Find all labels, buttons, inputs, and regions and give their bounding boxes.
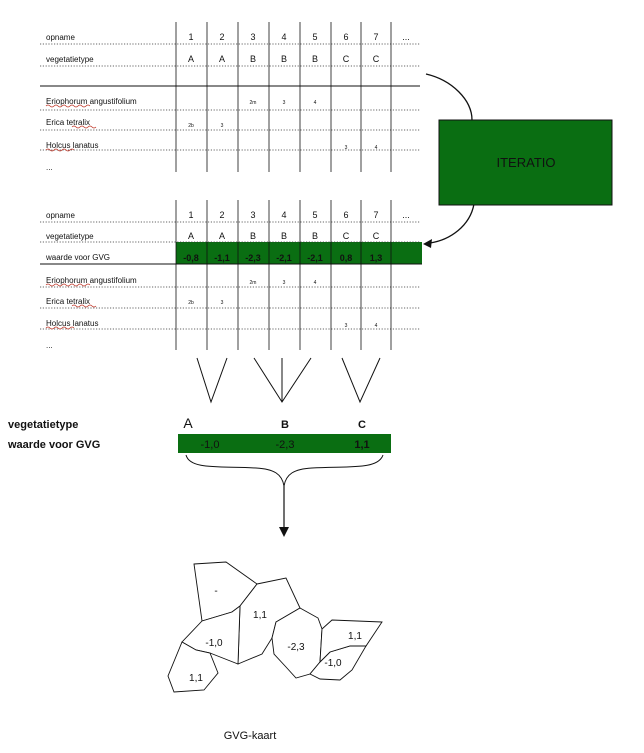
t1-label-opname: opname — [46, 33, 75, 42]
t2-type-1: A — [187, 231, 195, 241]
t2-cover-eriophorum-3: 2m — [249, 280, 257, 286]
t2-cover-erica-1: 2b — [188, 300, 194, 306]
t1-label-vegetatietype: vegetatietype — [46, 55, 94, 64]
t1-type-3: B — [249, 54, 257, 64]
map-label-2: 1,1 — [253, 610, 267, 621]
t2-gvg-3: -2,3 — [245, 253, 261, 263]
t2-col-1: 1 — [188, 210, 194, 220]
t2-col-6: 6 — [343, 210, 349, 220]
map-label-3: -1,0 — [205, 638, 223, 649]
t1-type-5: B — [311, 54, 319, 64]
map-label-1: - — [214, 586, 218, 597]
t1-col-5: 5 — [312, 32, 318, 42]
t2-gvg-5: -2,1 — [307, 253, 323, 263]
t1-cover-erica-2: 3 — [220, 123, 224, 129]
t2-gvg-4: -2,1 — [276, 253, 292, 263]
t2-col-3: 3 — [250, 210, 256, 220]
table-2 — [40, 200, 422, 350]
map-label-7: 1,1 — [189, 673, 203, 684]
t2-col-2: 2 — [219, 210, 225, 220]
t2-label-eriophorum: Eriophorum angustifolium — [46, 276, 137, 285]
t2-gvg-2: -1,1 — [214, 253, 230, 263]
t1-col-more: ... — [402, 32, 410, 42]
t1-cover-erica-1: 2b — [188, 123, 194, 129]
summary-brace — [186, 455, 383, 486]
t2-cover-holcus-6: 3 — [344, 323, 348, 329]
t1-type-4: B — [280, 54, 288, 64]
map-label-6: -1,0 — [324, 658, 342, 669]
t1-label-erica: Erica tetralix — [46, 118, 91, 127]
t2-gvg-7: 1,3 — [369, 253, 383, 263]
t2-label-vegetatietype: vegetatietype — [46, 232, 94, 241]
summary-type-a: A — [183, 415, 193, 431]
t1-type-2: A — [218, 54, 226, 64]
t2-type-4: B — [280, 231, 288, 241]
t1-col-2: 2 — [219, 32, 225, 42]
t2-type-5: B — [311, 231, 319, 241]
summary-value-label: waarde voor GVG — [8, 439, 101, 451]
t2-label-erica: Erica tetralix — [46, 297, 91, 306]
t2-label-more: ... — [46, 341, 53, 350]
t1-cover-eriophorum-4: 3 — [282, 100, 286, 106]
t1-cover-holcus-7: 4 — [374, 145, 378, 151]
funnel-c — [342, 358, 380, 402]
t2-col-5: 5 — [312, 210, 318, 220]
t2-gvg-6: 0,8 — [339, 253, 353, 263]
t2-cover-eriophorum-5: 4 — [313, 280, 317, 286]
t1-label-holcus: Holcus lanatus — [46, 141, 99, 150]
t1-col-6: 6 — [343, 32, 349, 42]
t2-cover-eriophorum-4: 3 — [282, 280, 286, 286]
summary-type-label: vegetatietype — [8, 419, 79, 431]
map-arrowhead — [279, 527, 289, 537]
funnel-a — [197, 358, 227, 402]
t1-cover-eriophorum-3: 2m — [249, 100, 257, 106]
t1-col-3: 3 — [250, 32, 256, 42]
t2-gvg-row-fill — [176, 242, 422, 264]
t2-cover-erica-2: 3 — [220, 300, 224, 306]
t1-col-4: 4 — [281, 32, 287, 42]
t1-col-7: 7 — [373, 32, 379, 42]
t2-col-more: ... — [402, 210, 410, 220]
t1-label-more: ... — [46, 163, 53, 172]
iteration-arrow-out — [430, 204, 474, 243]
summary-value-a: -1,0 — [200, 439, 220, 451]
map-caption: GVG-kaart — [223, 730, 277, 742]
t1-col-1: 1 — [188, 32, 194, 42]
t1-type-7: C — [372, 54, 380, 64]
t2-col-4: 4 — [281, 210, 287, 220]
summary-value-b: -2,3 — [275, 439, 295, 451]
t1-type-1: A — [187, 54, 195, 64]
t1-label-eriophorum: Eriophorum angustifolium — [46, 97, 137, 106]
t2-label-gvg: waarde voor GVG — [46, 253, 111, 262]
t2-type-2: A — [218, 231, 226, 241]
summary-type-b: B — [281, 419, 289, 431]
t2-col-7: 7 — [373, 210, 379, 220]
summary-type-c: C — [358, 419, 366, 431]
map-label-5: 1,1 — [348, 631, 362, 642]
t2-cover-holcus-7: 4 — [374, 323, 378, 329]
map-label-4: -2,3 — [287, 642, 305, 653]
iteration-arrowhead — [423, 239, 432, 248]
t1-cover-holcus-6: 3 — [344, 145, 348, 151]
t2-type-7: C — [372, 231, 380, 241]
t2-label-opname: opname — [46, 211, 75, 220]
t2-type-3: B — [249, 231, 257, 241]
t2-label-holcus: Holcus lanatus — [46, 319, 99, 328]
table-1 — [40, 22, 420, 172]
t2-type-6: C — [342, 231, 350, 241]
t1-cover-eriophorum-5: 4 — [313, 100, 317, 106]
grouping-funnels — [197, 358, 380, 402]
t2-gvg-1: -0,8 — [183, 253, 199, 263]
iteration-label: ITERATIO — [496, 155, 556, 170]
iteration-arrow-in — [426, 74, 472, 120]
summary-value-c: 1,1 — [354, 439, 370, 451]
t1-type-6: C — [342, 54, 350, 64]
